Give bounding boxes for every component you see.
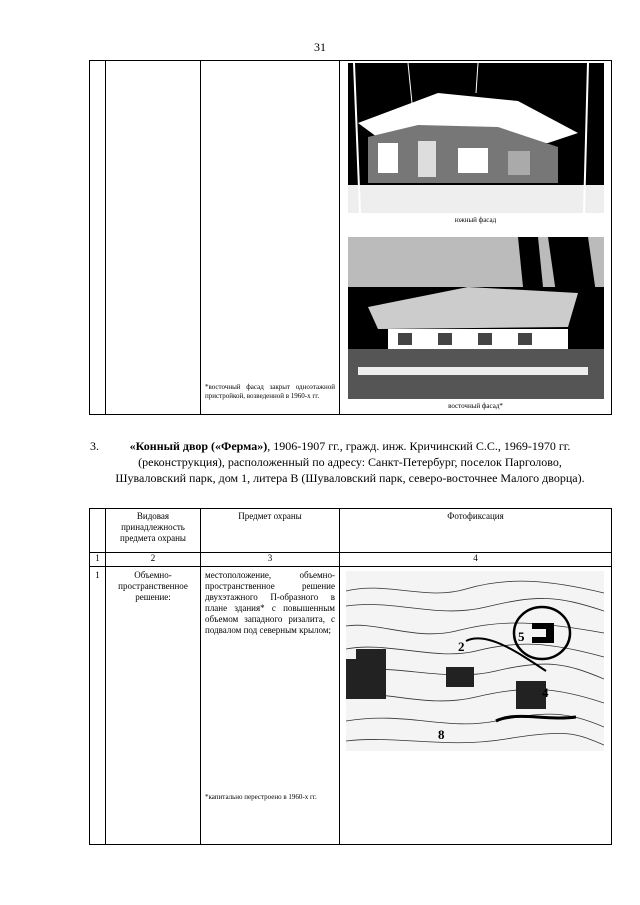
- south-facade-caption: южный фасад: [454, 216, 497, 224]
- section-heading: [90, 438, 590, 486]
- bottom-table: [89, 508, 612, 845]
- top-note: *восточный фасад закрыт одноэтажной пристройкой, возведенной в 1960-х гг.: [205, 383, 335, 400]
- map-cell: [340, 567, 612, 845]
- east-facade-photo: [348, 237, 604, 399]
- header-photo: Фотофиксация: [340, 509, 612, 553]
- header-num: [90, 509, 106, 553]
- map-label-4: 4: [542, 685, 549, 700]
- top-num-cell: [90, 61, 106, 415]
- section-title: «Конный двор («Ферма»): [129, 439, 268, 453]
- map-label-8: 8: [438, 727, 445, 742]
- east-facade-caption: восточный фасад*: [448, 402, 503, 410]
- south-facade-photo: [348, 63, 604, 213]
- index-2: 2: [106, 553, 201, 567]
- site-map: [346, 571, 604, 751]
- header-type: Видовая принадлежность предмета охраны: [106, 509, 201, 553]
- site-map-image: [346, 571, 604, 751]
- page-number: 31: [314, 40, 326, 54]
- section-text: , 1906-1907 гг., гражд. инж. Кричинский С.С., 1969-1970 гг. (реконструкция), расположенный по адресу: Санкт-Петербург, поселок Парголово, Шуваловский парк, дом 1, литера В (Шуваловский парк, северо-восточнее Малого дворца).: [115, 439, 585, 485]
- index-1: 1: [90, 553, 106, 567]
- section-number: 3.: [90, 439, 99, 453]
- south-facade-image: [348, 63, 604, 213]
- index-4: 4: [340, 553, 612, 567]
- row-type: Объемно-пространственное решение:: [106, 567, 201, 845]
- index-3: 3: [201, 553, 340, 567]
- header-subject: Предмет охраны: [201, 509, 340, 553]
- top-type-cell: [106, 61, 201, 415]
- map-label-5: 5: [518, 629, 525, 644]
- top-subject-cell: [201, 61, 340, 415]
- top-photo-cell: [340, 61, 612, 415]
- row-note: *капитально перестроено в 1960-х гг.: [205, 793, 317, 801]
- row-num: 1: [90, 567, 106, 845]
- east-facade-image: [348, 237, 604, 399]
- top-table: [89, 60, 612, 415]
- row-subject: местоположение, объемно-пространственное решение двухэтажного П-образного в плане здания* с повышенным объемом западного ризалита, с подвалом под северным крылом;: [205, 570, 335, 635]
- row-subject-cell: [201, 567, 340, 845]
- map-label-2: 2: [458, 639, 465, 654]
